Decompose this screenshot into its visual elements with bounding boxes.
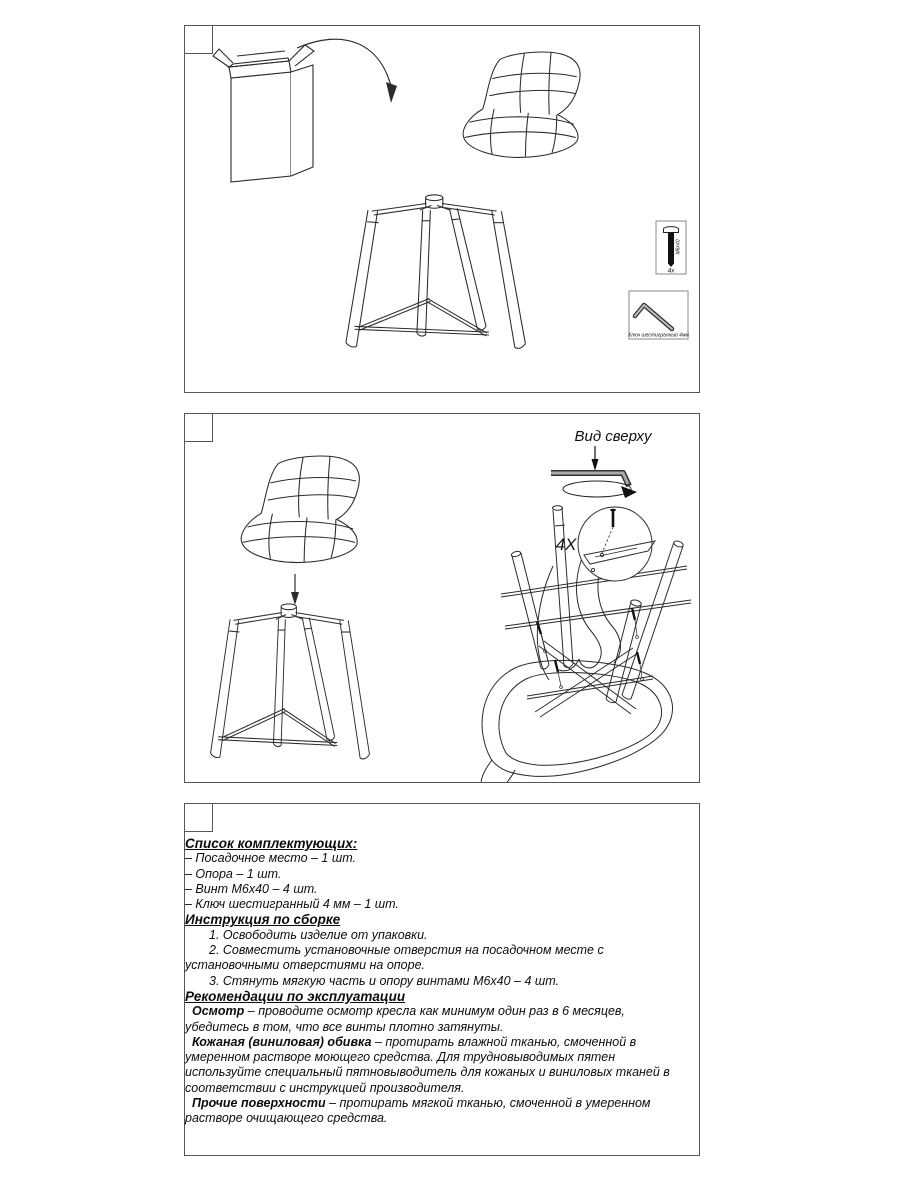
base-drawing: [346, 195, 526, 349]
parts-list-item: – Опора – 1 шт.: [185, 866, 282, 881]
care-text: – проводите осмотр кресла как минимум один раз в 6 месяцев, убедитесь в том, что все винты плотно затянуты.: [185, 1004, 625, 1034]
care-text: – протирать влажной тканью, смоченной в умеренном растворе моющего средства. Для трудновыводимых пятен используйте специальный пятновыводитель для кожаных и виниловых тканей в соответствии с инструкцией производителя.: [185, 1034, 670, 1095]
care-title: Рекомендации по эксплуатации: [185, 988, 406, 1004]
screw-qty-label: 4x: [667, 267, 675, 275]
parts-list-item: – Ключ шестигранный 4 мм – 1 шт.: [185, 897, 399, 912]
care-term: Кожаная (виниловая) обивка: [192, 1034, 372, 1049]
screw-size-label: М6х40: [675, 239, 682, 255]
panel-instructions: [184, 803, 700, 1156]
parts-list-item: – Посадочное место – 1 шт.: [185, 851, 356, 866]
care-paragraph: [185, 1035, 691, 1096]
screw-callout: [578, 507, 655, 581]
panel-unpacking: [184, 25, 700, 393]
hex-key-top-view: [551, 473, 637, 498]
care-term: Осмотр: [192, 1004, 245, 1019]
assembly-step: 2. Совместить установочные отверстия на посадочном месте с установочными отверстиями на опоре.: [185, 943, 604, 973]
unpacking-drawing: [185, 26, 699, 392]
hex-key-caption: Ключ шестигранный 4мм: [628, 332, 689, 339]
instructions-text: [185, 836, 691, 1127]
base-drawing: [211, 604, 370, 759]
assembly-title: Инструкция по сборке: [185, 912, 341, 928]
seat-drawing: [241, 456, 359, 563]
seat-drawing: [463, 52, 580, 157]
screw-icon: [656, 221, 686, 275]
packaging-box-drawing: [213, 45, 314, 182]
panel-corner-box: [184, 803, 213, 832]
care-paragraph: [185, 1096, 691, 1127]
care-paragraph: [185, 1004, 691, 1035]
parts-list-item: – Винт М6х40 – 4 шт.: [185, 881, 318, 896]
assembly-drawing: [185, 414, 699, 782]
parts-list-title: Список комплектующих:: [185, 836, 358, 851]
panel-assembly: [184, 413, 700, 783]
top-view-label: Вид сверху: [574, 428, 652, 445]
assembly-step: 3. Стянуть мягкую часть и опору винтами М6х40 – 4 шт.: [209, 973, 560, 988]
assembly-step: 1. Освободить изделие от упаковки.: [209, 927, 428, 942]
hex-key-icon: [628, 291, 689, 339]
top-view-arrow: [592, 446, 599, 471]
qty-callout-label: 4X: [555, 535, 577, 554]
place-arrow: [291, 574, 299, 605]
care-term: Прочие поверхности: [192, 1096, 326, 1111]
care-text: – протирать мягкой тканью, смоченной в умеренном растворе очищающего средства.: [185, 1096, 651, 1126]
